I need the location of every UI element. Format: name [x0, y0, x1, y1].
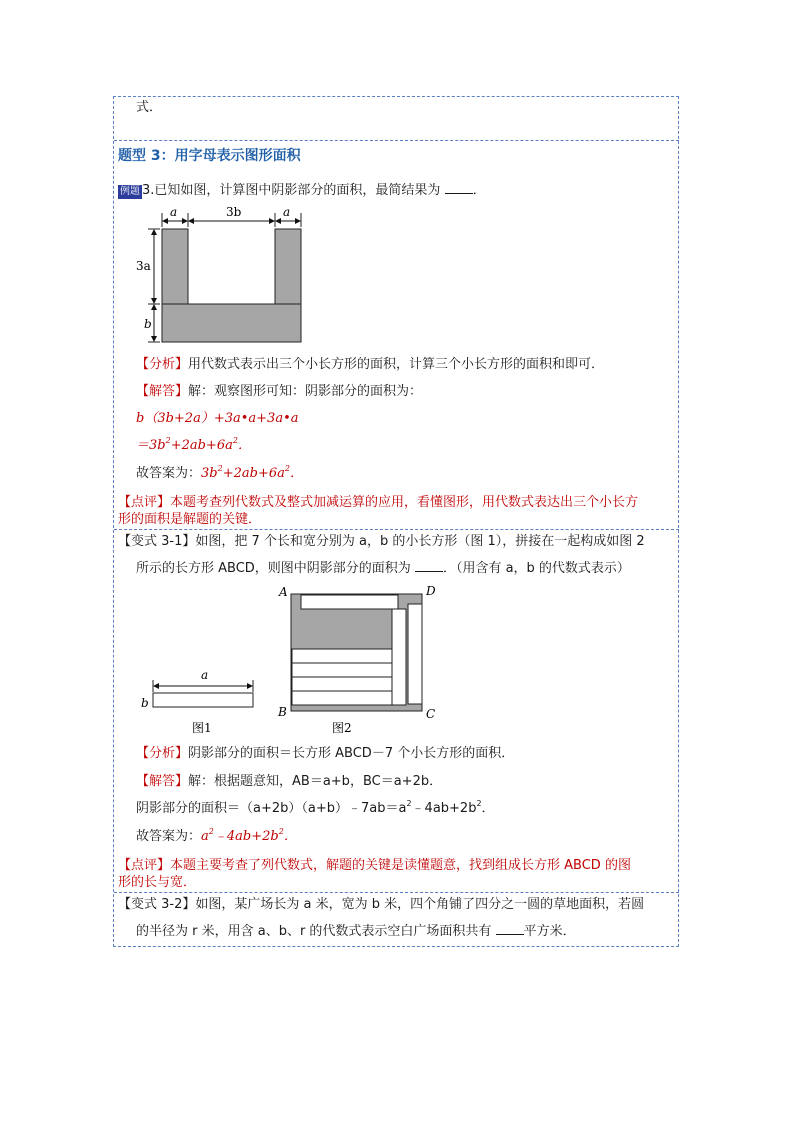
label-a-left: a	[170, 205, 178, 219]
divider	[114, 892, 679, 893]
shaded-right-bar	[275, 229, 301, 304]
fig1-rectangle	[153, 693, 253, 707]
example-figure	[130, 204, 315, 349]
corner-a: A	[279, 585, 288, 599]
variant1-line1: 【变式 3-1】如图，把 7 个长和宽分别为 a，b 的小长方形（图 1），拼接在一起构成如图 2	[118, 534, 645, 549]
fig2-caption: 图2	[332, 721, 352, 735]
variant1-comment-line2: 形的长与宽．	[118, 875, 197, 890]
example-answer: 【解答】解：观察图形可知：阴影部分的面积为：	[136, 384, 423, 399]
fig2-vertical-strip	[408, 604, 422, 704]
shaded-bottom-bar	[162, 304, 301, 342]
variant1-step: 阴影部分的面积$=(a+2b)(a+b)﹣7ab=a^2﹣4ab+2b^2$．	[136, 799, 495, 816]
corner-b: B	[278, 705, 287, 719]
example-comment-line1: 【点评】本题考查列代数式及整式加减运算的应用，看懂图形，用代数式表达出三个小长方	[118, 495, 639, 510]
example-question: 例题 3.已知如图，计算图中阴影部分的面积，最简结果为 ．	[120, 183, 486, 198]
variant1-figure	[130, 582, 450, 742]
divider	[114, 529, 679, 530]
section-title: 题型 3：用字母表示图形面积	[118, 148, 301, 164]
shaded-left-bar	[162, 229, 188, 304]
example-analysis: 【分析】用代数式表示出三个小长方形的面积，计算三个小长方形的面积和即可．	[136, 357, 605, 372]
answer-blank	[445, 181, 473, 194]
answer-blank	[415, 559, 443, 572]
label-a-right: a	[283, 205, 291, 219]
variant1-comment-line1: 【点评】本题主要考查了列代数式，解题的关键是读懂题意，找到组成长方形 ABCD 的图	[118, 858, 631, 873]
example-final: 故答案为：$3b^2+2ab+6a^2$．	[136, 464, 303, 481]
fig2-vertical-strip	[392, 609, 406, 705]
variant1-line2: 所示的长方形 ABCD，则图中阴影部分的面积为 ．（用含有 a，b 的代数式表示）	[136, 561, 630, 576]
variant1-analysis: 【分析】阴影部分的面积＝长方形 ABCD－7 个小长方形的面积．	[136, 746, 515, 761]
label-3a: 3a	[136, 259, 151, 273]
fig1-label-a: a	[201, 668, 209, 682]
fig2-strip	[292, 691, 392, 705]
fig2-strip	[292, 663, 392, 677]
divider	[114, 140, 679, 141]
label-3b: 3b	[226, 205, 242, 219]
example-comment-line2: 形的面积是解题的关键．	[118, 512, 262, 527]
fig2-strip	[292, 649, 392, 663]
example-step1: b（3b+2a）+3a•a+3a•a	[136, 411, 299, 426]
corner-c: C	[426, 707, 436, 721]
fig1-label-b: b	[141, 696, 149, 710]
variant1-final: 故答案为：$a^2﹣4ab+2b^2$．	[136, 827, 297, 844]
example-step2: $=3b^2+2ab+6a^2$．	[136, 436, 251, 453]
fig2-top-strip	[301, 595, 398, 609]
example-badge: 例题	[120, 186, 140, 197]
variant2-line1: 【变式 3-2】如图，某广场长为 a 米，宽为 b 米，四个角铺了四分之一圆的草地面积，若圆	[118, 897, 645, 912]
variant1-answer: 【解答】解：根据题意知，AB＝a+b，BC＝a+2b．	[136, 774, 443, 789]
label-b: b	[144, 317, 152, 331]
intro-tail: 式．	[136, 100, 163, 115]
fig2-strip	[292, 677, 392, 691]
answer-blank	[496, 922, 524, 935]
fig1-caption: 图1	[192, 721, 212, 735]
corner-d: D	[426, 584, 436, 598]
variant2-line2: 的半径为 r 米，用含 a、b、r 的代数式表示空白广场面积共有 平方米．	[136, 924, 576, 939]
